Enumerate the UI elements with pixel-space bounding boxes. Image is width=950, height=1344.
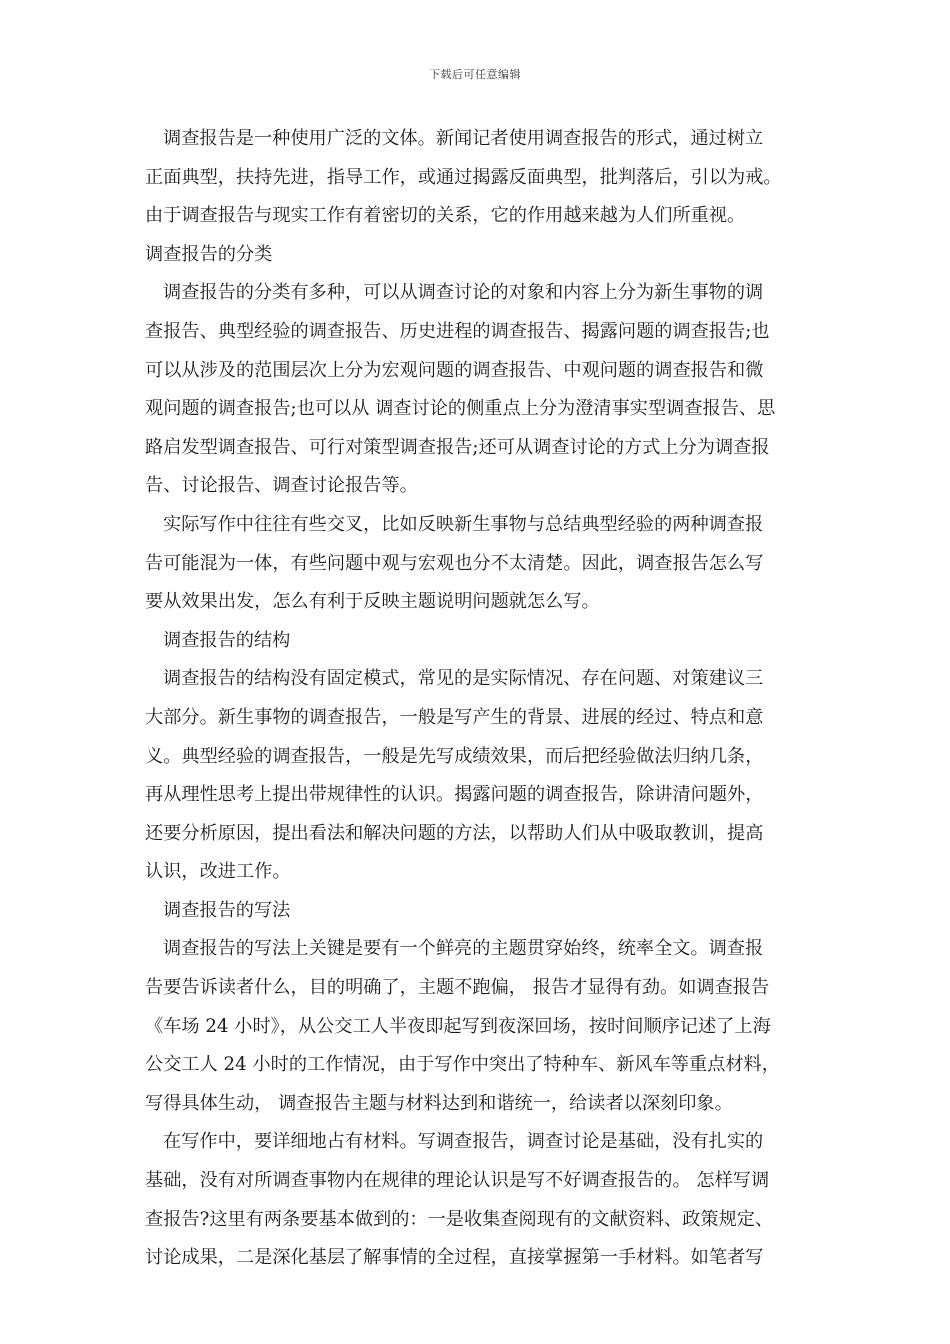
text-line: 查报告?这里有两条要基本做到的：一是收集查阅现有的文献资料、政策规定、 bbox=[145, 1208, 774, 1230]
text-line: 告可能混为一体，有些问题中观与宏观也分不太清楚。因此，调查报告怎么写 bbox=[145, 552, 764, 574]
text-line: 由于调查报告与现实工作有着密切的关系，它的作用越来越为人们所重视。 bbox=[145, 205, 746, 227]
text-line: 《车场 24 小时》，从公交工人半夜即起写到夜深回场，按时间顺序记述了上海 bbox=[145, 1015, 771, 1037]
text-line: 调查报告的分类有多种，可以从调查讨论的对象和内容上分为新生事物的调 bbox=[163, 282, 764, 304]
text-line: 调查报告的结构没有固定模式，常见的是实际情况、存在问题、对策建议三 bbox=[163, 668, 764, 690]
text-line: 调查报告的写法 bbox=[163, 899, 291, 921]
text-line: 观问题的调查报告;也可以从 调查讨论的侧重点上分为澄清事实型调查报告、思 bbox=[145, 398, 776, 420]
text-line: 认识，改进工作。 bbox=[145, 861, 291, 883]
text-line: 义。典型经验的调查报告，一般是先写成绩效果，而后把经验做法归纳几条， bbox=[145, 745, 764, 767]
text-line: 实际写作中往往有些交叉，比如反映新生事物与总结典型经验的两种调查报 bbox=[163, 513, 764, 535]
text-line: 路启发型调查报告、可行对策型调查报告;还可从调查讨论的方式上分为调查报 bbox=[145, 436, 770, 458]
text-line: 调查报告的结构 bbox=[163, 629, 291, 651]
text-line: 大部分。新生事物的调查报告，一般是写产生的背景、进展的经过、特点和意 bbox=[145, 706, 764, 728]
text-line: 讨论成果，二是深化基层了解事情的全过程，直接掌握第一手材料。如笔者写 bbox=[145, 1247, 764, 1269]
text-line: 在写作中，要详细地占有材料。写调查报告，调查讨论是基础，没有扎实的 bbox=[163, 1131, 764, 1153]
text-line: 写得具体生动， 调查报告主题与材料达到和谐统一，给读者以深刻印象。 bbox=[145, 1092, 733, 1114]
text-line: 基础，没有对所调查事物内在规律的理论认识是写不好调查报告的。 怎样写调 bbox=[145, 1170, 770, 1192]
text-line: 公交工人 24 小时的工作情况，由于写作中突出了特种车、新风车等重点材料， bbox=[145, 1054, 780, 1076]
text-line: 可以从涉及的范围层次上分为宏观问题的调查报告、中观问题的调查报告和微 bbox=[145, 359, 764, 381]
page-header: 下载后可任意编辑 bbox=[429, 68, 521, 81]
text-line: 调查报告的分类 bbox=[145, 243, 273, 265]
text-line: 正面典型，扶持先进，指导工作，或通过揭露反面典型，批判落后，引以为戒。 bbox=[145, 166, 782, 188]
text-line: 再从理性思考上提出带规律性的认识。揭露问题的调查报告，除讲清问题外， bbox=[145, 784, 764, 806]
text-line: 要从效果出发，怎么有利于反映主题说明问题就怎么写。 bbox=[145, 591, 600, 613]
text-line: 调查报告的写法上关键是要有一个鲜亮的主题贯穿始终，统率全文。调查报 bbox=[163, 938, 764, 960]
text-line: 查报告、典型经验的调查报告、历史进程的调查报告、揭露问题的调查报告;也 bbox=[145, 320, 770, 342]
text-line: 调查报告是一种使用广泛的文体。新闻记者使用调查报告的形式，通过树立 bbox=[163, 128, 764, 149]
text-line: 告、讨论报告、调查讨论报告等。 bbox=[145, 475, 418, 497]
text-line: 还要分析原因，提出看法和解决问题的方法，以帮助人们从中吸取教训，提高 bbox=[145, 822, 764, 844]
text-line: 告要告诉读者什么，目的明确了，主题不跑偏， 报告才显得有劲。如调查报告 bbox=[145, 977, 770, 999]
document-body bbox=[145, 120, 825, 1278]
